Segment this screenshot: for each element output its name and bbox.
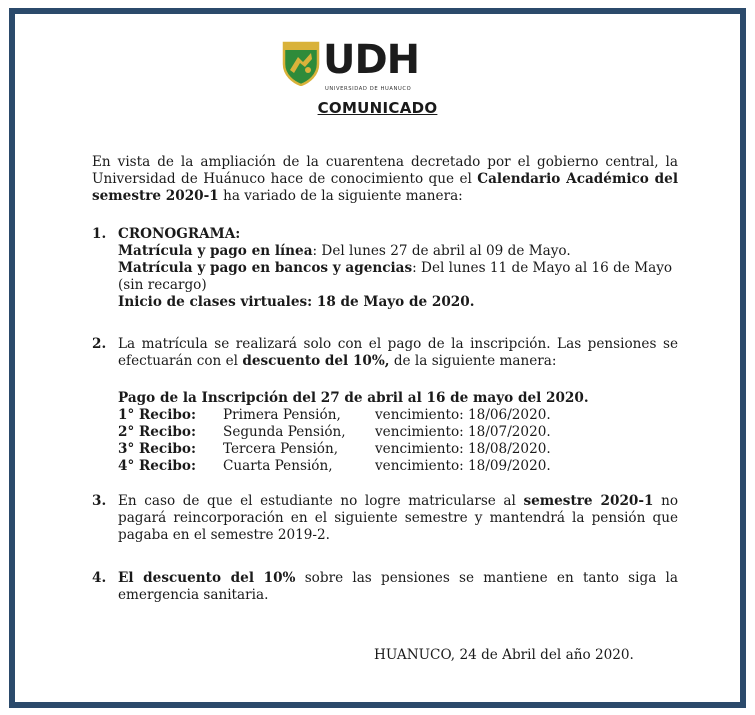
payment-heading: Pago de la Inscripción del 27 de abril al 16 de mayo del 2020.: [118, 390, 589, 406]
item-2-text: La matrícula se realizará solo con el pago de la inscripción. Las pensiones se efectuarán con el: [118, 336, 678, 369]
university-logo: [281, 37, 433, 92]
item-4-text: sobre las pensiones se mantiene en tanto siga la emergencia sanitaria.: [118, 570, 678, 603]
item-4-paragraph: [118, 570, 678, 604]
item-1-line-1-bold: Matrícula y pago en línea: [118, 243, 313, 259]
item-1-heading: CRONOGRAMA:: [118, 226, 241, 242]
receipt-row: [118, 424, 678, 441]
logo-subtitle: UNIVERSIDAD DE HUANUCO: [325, 86, 412, 92]
receipt-pension: Cuarta Pensión,: [223, 458, 333, 474]
communique-document: [15, 14, 740, 702]
receipt-due-date: vencimiento: 18/07/2020.: [375, 424, 551, 440]
item-1-content: [118, 226, 678, 311]
item-3-text-end: no pagará reincorporación en el siguiente semestre y mantendrá la pensión que pagaba en el semestre 2019-2.: [118, 493, 679, 543]
receipt-row: [118, 407, 678, 424]
receipt-due-date: vencimiento: 18/08/2020.: [375, 441, 551, 457]
receipt-row: [118, 441, 678, 458]
receipt-due-date: vencimiento: 18/09/2020.: [375, 458, 551, 474]
receipt-label: 2° Recibo:: [118, 424, 196, 440]
item-1-line-2: [118, 260, 678, 294]
item-1-line-1-rest: : Del lunes 27 de abril al 09 de Mayo.: [312, 243, 571, 259]
item-2-bold: descuento del 10%,: [242, 353, 390, 369]
item-3-paragraph: [118, 493, 678, 544]
item-2-text-end: de la siguiente manera:: [389, 353, 557, 369]
item-number-4: 4.: [92, 570, 107, 586]
receipt-pension: Segunda Pensión,: [223, 424, 346, 440]
logo-wordmark: UDH: [323, 37, 420, 83]
date-signature-line: HUANUCO, 24 de Abril del año 2020.: [374, 647, 634, 663]
receipt-pension: Primera Pensión,: [223, 407, 341, 423]
item-number-2: 2.: [92, 336, 107, 352]
document-frame: [9, 8, 746, 708]
intro-paragraph: [92, 154, 678, 205]
receipt-label: 3° Recibo:: [118, 441, 196, 457]
item-1-line-3: Inicio de clases virtuales: 18 de Mayo de 2020.: [118, 294, 475, 310]
item-4-bold: El descuento del 10%: [118, 570, 296, 586]
receipt-pension: Tercera Pensión,: [223, 441, 339, 457]
receipt-due-date: vencimiento: 18/06/2020.: [375, 407, 551, 423]
receipt-label: 1° Recibo:: [118, 407, 196, 423]
item-number-1: 1.: [92, 226, 107, 242]
page-title: COMUNICADO: [317, 99, 438, 117]
item-1-line-2-rest: : Del lunes 11 de Mayo al 16 de Mayo (sin recargo): [118, 260, 673, 293]
item-3-text: En caso de que el estudiante no logre matricularse al: [118, 493, 524, 509]
item-1-line-1: [118, 243, 678, 260]
receipt-row: [118, 458, 678, 475]
shield-logo-icon: [281, 40, 321, 86]
item-3-bold: semestre 2020-1: [523, 493, 654, 509]
intro-text-end: ha variado de la siguiente manera:: [218, 188, 463, 204]
item-number-3: 3.: [92, 493, 107, 509]
item-1-line-2-bold: Matrícula y pago en bancos y agencias: [118, 260, 413, 276]
item-2-paragraph: [118, 336, 678, 370]
intro-bold: Calendario Académico del semestre 2020-1: [92, 171, 678, 204]
receipt-label: 4° Recibo:: [118, 458, 196, 474]
intro-text: En vista de la ampliación de la cuarentena decretado por el gobierno central, la Universidad de Huánuco hace de conocimiento que el: [92, 154, 678, 187]
